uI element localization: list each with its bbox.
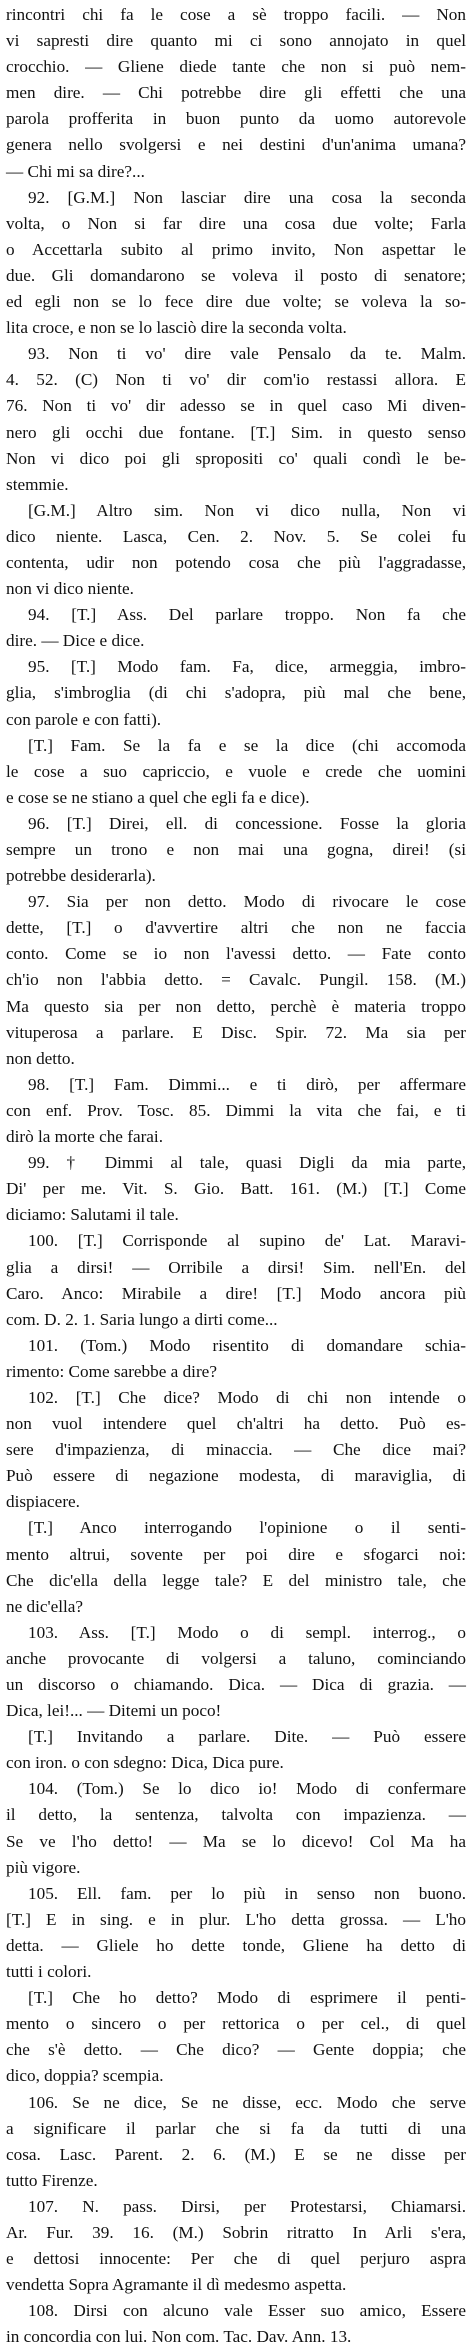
text-line: 93. Non ti vo' dire vale Pensalo da te. Malm. xyxy=(28,344,466,364)
text-line: Caro. Anco: Mirabile a dire! [T.] Modo ancora più xyxy=(6,1283,466,1303)
text-line: sempre un trono e non mai una gogna, direi! (si xyxy=(6,840,466,859)
text-line: 92. [G.M.] Non lasciar dire una cosa la seconda xyxy=(28,187,466,207)
text-line: Se ve l'ho detto! — Ma se lo dicevo! Col Ma ha xyxy=(6,1831,466,1851)
text-line: e cose se ne stiano a quel che egli fa e dice). xyxy=(6,787,310,807)
text-line: potrebbe desiderarla). xyxy=(6,866,156,886)
text-line: Ma questo sia per non detto, perchè è materia troppo xyxy=(6,996,466,1016)
text-line: con iron. o con sdegno: Dica, Dica pure. xyxy=(6,1753,284,1773)
text-line: 95. [T.] Modo fam. Fa, dice, armeggia, imbro- xyxy=(28,657,466,677)
text-line: Che dic'ella della legge tale? E del ministro tale, che xyxy=(6,1570,466,1590)
text-line: glia a dirsi! — Orribile a dirsi! Sim. nell'En. del xyxy=(6,1257,466,1277)
text-line: stemmie. xyxy=(6,474,69,494)
text-line: conto. Come se io non l'avessi detto. — Fate conto xyxy=(6,944,466,964)
text-line: [G.M.] Altro sim. Non vi dico nulla, Non vi xyxy=(28,500,466,520)
text-line: [T.] Fam. Se la fa e se la dice (chi accomoda xyxy=(28,735,466,755)
text-line: — Chi mi sa dire?... xyxy=(6,161,145,181)
text-line: lita croce, e non se lo lasciò dire la seconda volta. xyxy=(6,318,347,338)
text-line: ne dic'ella? xyxy=(6,1596,84,1616)
text-line: glia, s'imbroglia (di chi s'adopra, più mal che bene, xyxy=(6,683,466,703)
text-line: [T.] Anco interrogando l'opinione o il senti- xyxy=(28,1518,466,1538)
text-line: detta. — Gliele ho dette tonde, Gliene ha detto di xyxy=(6,1935,466,1955)
text-line: 99. † Dimmi al tale, quasi Digli da mia parte, xyxy=(28,1153,466,1173)
text-line: 94. [T.] Ass. Del parlare troppo. Non fa che xyxy=(28,605,466,625)
text-line: Non vi dico poi gli spropositi co' quali condì le be- xyxy=(6,448,466,468)
text-line: nero gli occhi due fontane. [T.] Sim. in questo senso xyxy=(6,422,466,442)
text-line: [T.] Che ho detto? Modo di esprimere il penti- xyxy=(28,1988,466,2008)
text-line: sere d'impazienza, di minaccia. — Che dice mai? xyxy=(6,1440,466,1460)
text-line: crocchio. — Gliene diede tante che non si può nem- xyxy=(6,57,466,77)
text-line: rimento: Come sarebbe a dire? xyxy=(6,1361,217,1381)
text-line: Può essere di negazione modesta, di maraviglia, di xyxy=(6,1466,466,1486)
text-line: non vi dico niente. xyxy=(6,579,134,599)
text-line: con parole e con fatti). xyxy=(6,709,162,729)
text-line: contenta, udir non potendo cosa che più l'aggradasse, xyxy=(6,552,466,572)
text-line: le cose a suo capriccio, e vuole e crede che uomini xyxy=(6,761,466,781)
text-line: dirò la morte che farai. xyxy=(6,1127,163,1147)
text-line: a significare il parlar che si fa da tutti di una xyxy=(6,2118,466,2138)
text-line: rincontri chi fa le cose a sè troppo facili. — Non xyxy=(6,5,466,24)
text-line: [T.] Invitando a parlare. Dite. — Può essere xyxy=(28,1727,466,1747)
text-line: due. Gli domandarono se voleva il posto di senatore; xyxy=(6,265,466,285)
text-line: vituperosa a parlare. E Disc. Spir. 72. Ma sia per xyxy=(6,1022,466,1042)
text-line: Dica, lei!... — Ditemi un poco! xyxy=(6,1701,222,1721)
text-line: 107. N. pass. Dirsi, per Protestarsi, Chiamarsi. xyxy=(28,2196,466,2216)
text-line: 106. Se ne dice, Se ne disse, ecc. Modo che serve xyxy=(28,2092,466,2112)
text-line: [T.] E in sing. e in plur. L'ho detta grossa. — L'ho xyxy=(6,1909,466,1929)
text-line: 104. (Tom.) Se lo dico io! Modo di confermare xyxy=(28,1779,466,1799)
text-line: non vuol intendere quel ch'altri ha detto. Può es- xyxy=(6,1414,466,1434)
text-line: com. D. 2. 1. Saria lungo a dirti come... xyxy=(6,1309,278,1329)
text-line: dette, [T.] o d'avvertire altri che non ne faccia xyxy=(6,918,466,938)
text-line: men dire. — Chi potrebbe dire gli effetti che una xyxy=(6,83,466,103)
text-line: 101. (Tom.) Modo risentito di domandare schia- xyxy=(28,1335,466,1355)
text-line: 96. [T.] Direi, ell. di concessione. Fosse la gloria xyxy=(28,813,466,833)
text-line: il detto, la sentenza, talvolta con impazienza. — xyxy=(6,1805,466,1825)
text-line: e dettosi innocente: Per che di quel perjuro aspra xyxy=(6,2249,466,2269)
text-line: un discorso o chiamando. Dica. — Dica di grazia. — xyxy=(6,1675,466,1694)
text-line: ch'io non l'abbia detto. = Cavalc. Pungil. 158. (M.) xyxy=(6,970,466,990)
text-line: con enf. Prov. Tosc. 85. Dimmi la vita che fai, e ti xyxy=(6,1100,466,1120)
text-line: tutto Firenze. xyxy=(6,2170,98,2190)
text-line: dico, doppia? scempia. xyxy=(6,2066,164,2086)
text-line: o Accettarla subito al primo invito, Non aspettar le xyxy=(6,239,466,259)
text-line: ed egli non se lo fece dire due volte; se voleva la so- xyxy=(6,292,466,312)
text-line: Ar. Fur. 39. 16. (M.) Sobrin ritratto In Arli s'era, xyxy=(6,2222,466,2242)
text-line: cosa. Lasc. Parent. 2. 6. (M.) E se ne disse per xyxy=(6,2144,466,2164)
text-line: Di' per me. Vit. S. Gio. Batt. 161. (M.) [T.] Come xyxy=(6,1179,466,1199)
text-line: anche provocante di volgersi a taluno, cominciando xyxy=(6,1648,466,1668)
text-line: più vigore. xyxy=(6,1857,81,1877)
text-line: 4. 52. (C) Non ti vo' dir com'io restassi allora. E xyxy=(6,370,466,390)
text-line: genera nello svolgersi e nei destini d'un'anima umana? xyxy=(6,135,466,155)
text-line: che s'è detto. — Che dico? — Gente doppia; che xyxy=(6,2040,466,2060)
text-line: non detto. xyxy=(6,1048,75,1068)
text-line: 108. Dirsi con alcuno vale Esser suo amico, Essere xyxy=(28,2301,466,2321)
text-line: dico niente. Lasca, Cen. 2. Nov. 5. Se colei fu xyxy=(6,526,466,546)
text-line: 105. Ell. fam. per lo più in senso non buono. xyxy=(28,1883,466,1903)
text-line: dire. — Dice e dice. xyxy=(6,631,145,651)
text-line: in concordia con lui. Non com. Tac. Dav. Ann. 13. xyxy=(6,2327,352,2347)
text-line: 97. Sia per non detto. Modo di rivocare le cose xyxy=(28,892,466,912)
text-line: mento altrui, sovente per poi dire e sfogarci noi: xyxy=(6,1544,466,1564)
text-line: vendetta Sopra Agramante il dì medesmo aspetta. xyxy=(6,2275,347,2295)
text-line: dispiacere. xyxy=(6,1492,80,1512)
text-line: mento o sincero o per rettorica o per cel., di quel xyxy=(6,2014,466,2034)
text-line: diciamo: Salutami il tale. xyxy=(6,1205,179,1225)
text-line: volta, o Non si far dire una cosa due volte; Farla xyxy=(6,213,466,233)
text-line: 103. Ass. [T.] Modo o di sempl. interrog., o xyxy=(28,1622,466,1642)
text-line: tutti i colori. xyxy=(6,1962,92,1982)
text-line: 98. [T.] Fam. Dimmi... e ti dirò, per affermare xyxy=(28,1074,466,1094)
text-line: vi sapresti dire quanto mi ci sono annojato in quel xyxy=(6,31,466,51)
text-line: parola profferita in buon punto da uomo autorevole xyxy=(6,109,466,129)
text-line: 76. Non ti vo' dir adesso se in quel caso Mi diven- xyxy=(6,396,466,416)
text-line: 102. [T.] Che dice? Modo di chi non intende o xyxy=(28,1387,466,1407)
text-line: 100. [T.] Corrisponde al supino de' Lat. Maravi- xyxy=(28,1231,466,1251)
